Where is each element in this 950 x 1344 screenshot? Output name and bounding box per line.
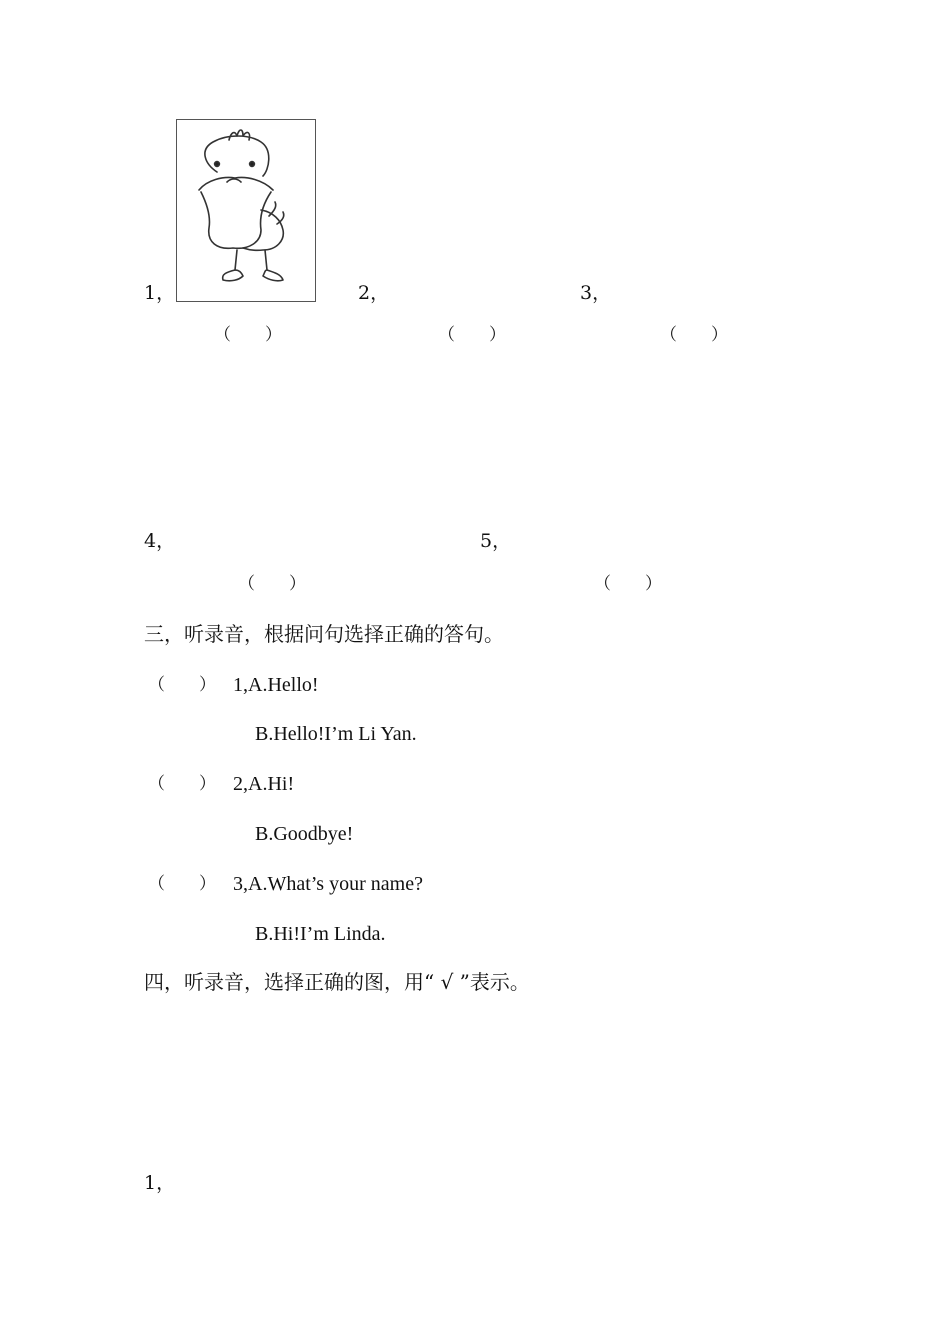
- q3-option-a: 3,A.What’s your name?: [233, 873, 423, 895]
- q1-option-b: B.Hello!I’m Li Yan.: [255, 723, 417, 745]
- item-label-5: 5，: [480, 530, 512, 552]
- item-label-1: 1，: [144, 282, 176, 304]
- duck-drawing-icon: [177, 120, 315, 301]
- q2-option-b: B.Goodbye!: [255, 823, 354, 845]
- duck-picture: [176, 119, 316, 302]
- section-4-heading: 四，听录音，选择正确的图，用“ √ ”表示。: [144, 970, 530, 994]
- answer-blank-3[interactable]: （ ）: [660, 325, 728, 345]
- q2-option-a: 2,A.Hi!: [233, 773, 295, 795]
- item-label-4: 4，: [144, 530, 176, 552]
- q3-answer-blank[interactable]: （ ）: [148, 874, 216, 894]
- item-label-3: 3，: [580, 282, 612, 304]
- q1-answer-blank[interactable]: （ ）: [148, 675, 216, 695]
- q1-option-a: 1,A.Hello!: [233, 674, 319, 696]
- section-3-heading: 三，听录音，根据问句选择正确的答句。: [144, 622, 504, 646]
- answer-blank-4[interactable]: （ ）: [238, 574, 306, 594]
- q3-option-b: B.Hi!I’m Linda.: [255, 923, 386, 945]
- answer-blank-5[interactable]: （ ）: [594, 574, 662, 594]
- s4-item-label-1: 1，: [144, 1172, 176, 1194]
- answer-blank-1[interactable]: （ ）: [214, 325, 282, 345]
- q2-answer-blank[interactable]: （ ）: [148, 774, 216, 794]
- answer-blank-2[interactable]: （ ）: [438, 325, 506, 345]
- item-label-2: 2，: [358, 282, 390, 304]
